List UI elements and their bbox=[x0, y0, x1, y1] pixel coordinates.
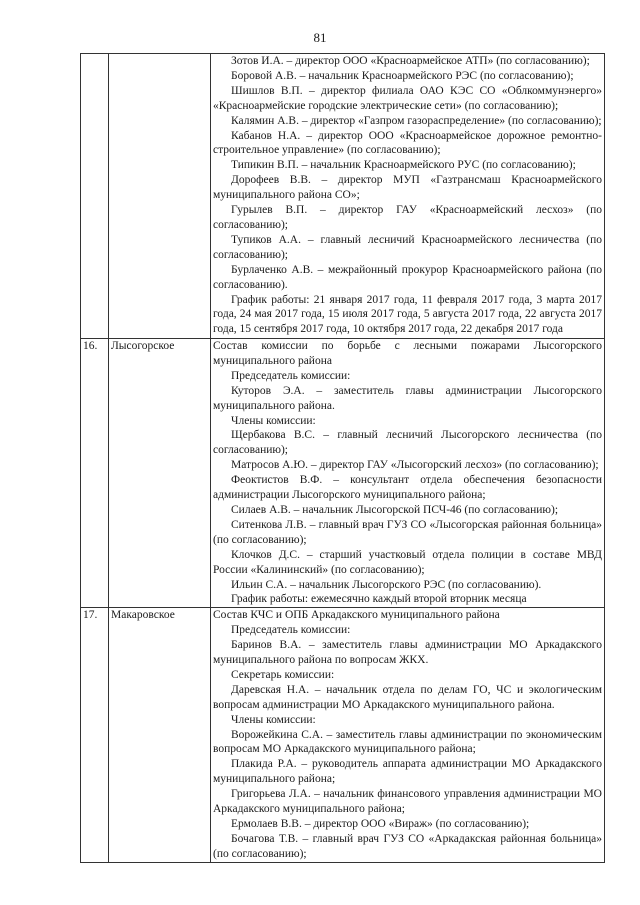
text-line: Председатель комиссии: bbox=[231, 369, 351, 382]
row-number: 17. bbox=[81, 608, 109, 862]
text-line: Председатель комиссии: bbox=[231, 624, 351, 637]
commission-heading: Состав комиссии по борьбе с лесными пожарами Лысогорского муниципального района bbox=[213, 340, 602, 367]
text-line: Типикин В.П. – начальник Красноармейского РУС (по согласованию); bbox=[231, 159, 576, 172]
text-line: Ситенкова Л.В. – главный врач ГУЗ СО «Лысогорская районная больница» (по согласованию); bbox=[213, 518, 602, 546]
row-number bbox=[81, 54, 109, 339]
text-line: Ворожейкина С.А. – заместитель главы администрации по экономическим вопросам МО Аркадакского муниципального района; bbox=[213, 728, 602, 756]
commissions-table bbox=[80, 53, 605, 863]
text-line: Калямин А.В. – директор «Газпром газораспределение» (по согласованию); bbox=[231, 114, 602, 127]
text-line: Шишлов В.П. – директор филиала ОАО КЭС СО «Облкоммунэнерго» «Красноармейские городские электрические сети» (по согласованию); bbox=[213, 84, 602, 112]
text-line: Даревская Н.А. – начальник отдела по делам ГО, ЧС и экологическим вопросам администрации МО Аркадакского муниципального района. bbox=[213, 683, 602, 711]
commission-description bbox=[211, 608, 605, 862]
schedule-text: График работы: 21 января 2017 года, 11 февраля 2017 года, 3 марта 2017 года, 24 мая 2017 года, 15 июля 2017 года, 5 августа 2017 года, 22 августа 2017 года, 15 сентября 2017 года, 10 октября 2017 года, 22 декабря 2017 года bbox=[213, 293, 602, 336]
commission-description bbox=[211, 339, 605, 608]
row-number: 16. bbox=[81, 339, 109, 608]
page-number: 81 bbox=[313, 30, 327, 45]
text-line: Матросов А.Ю. – директор ГАУ «Лысогорский лесхоз» (по согласованию); bbox=[231, 459, 599, 472]
text-line: Члены комиссии: bbox=[231, 713, 316, 726]
text-line: Боровой А.В. – начальник Красноармейского РЭС (по согласованию); bbox=[231, 69, 574, 82]
text-line: Ермолаев В.В. – директор ООО «Вираж» (по согласованию); bbox=[231, 818, 530, 830]
text-line: Григорьева Л.А. – начальник финансового управления администрации МО Аркадакского муниципального района; bbox=[213, 788, 602, 816]
text-line: Секретарь комиссии: bbox=[231, 668, 335, 681]
text-line: Куторов Э.А. – заместитель главы администрации Лысогорского муниципального района. bbox=[213, 384, 602, 412]
text-line: Бочагова Т.В. – главный врач ГУЗ СО «Аркадакская районная больница» (по согласованию); bbox=[213, 832, 602, 860]
text-line: Кабанов Н.А. – директор ООО «Красноармейское дорожное ремонтно-строительное управление» (по согласованию); bbox=[213, 129, 602, 157]
text-line: Плакида Р.А. – руководитель аппарата администрации МО Аркадакского муниципального района; bbox=[213, 758, 602, 786]
text-line: Феоктистов В.Ф. – консультант отдела обеспечения безопасности администрации Лысогорского муниципального района; bbox=[213, 474, 602, 502]
municipality-name bbox=[109, 54, 211, 339]
text-line: Тупиков А.А. – главный лесничий Красноармейского лесничества (по согласованию); bbox=[213, 233, 602, 261]
municipality-name: Лысогорское bbox=[109, 339, 211, 608]
schedule-text: График работы: ежемесячно каждый второй вторник месяца bbox=[231, 593, 527, 606]
table-row bbox=[81, 608, 605, 862]
text-line: Дорофеев В.В. – директор МУП «Газтрансмаш Красноармейского муниципального района СО»; bbox=[213, 174, 602, 202]
text-line: Гурылев В.П. – директор ГАУ «Красноармейский лесхоз» (по согласованию); bbox=[213, 204, 602, 231]
text-line: Щербакова В.С. – главный лесничий Лысогорского лесничества (по согласованию); bbox=[213, 429, 602, 457]
text-line: Баринов В.А. – заместитель главы администрации МО Аркадакского муниципального района по вопросам ЖКХ. bbox=[213, 639, 602, 667]
commission-heading: Состав КЧС и ОПБ Аркадакского муниципального района bbox=[213, 609, 500, 622]
text-line: Члены комиссии: bbox=[231, 414, 316, 427]
commission-description bbox=[211, 54, 605, 339]
text-line: Ильин С.А. – начальник Лысогорского РЭС (по согласованию). bbox=[231, 578, 542, 591]
table-row bbox=[81, 54, 605, 339]
text-line: Зотов И.А. – директор ООО «Красноармейское АТП» (по согласованию); bbox=[231, 55, 590, 67]
text-line: Бурлаченко А.В. – межрайонный прокурор Красноармейского района (по согласованию). bbox=[213, 263, 602, 291]
table-row bbox=[81, 339, 605, 608]
text-line: Силаев А.В. – начальник Лысогорской ПСЧ-46 (по согласованию); bbox=[231, 503, 559, 516]
municipality-name: Макаровское bbox=[109, 608, 211, 862]
text-line: Клочков Д.С. – старший участковый отдела полиции в составе МВД России «Калининский» (по согласованию); bbox=[213, 548, 602, 576]
